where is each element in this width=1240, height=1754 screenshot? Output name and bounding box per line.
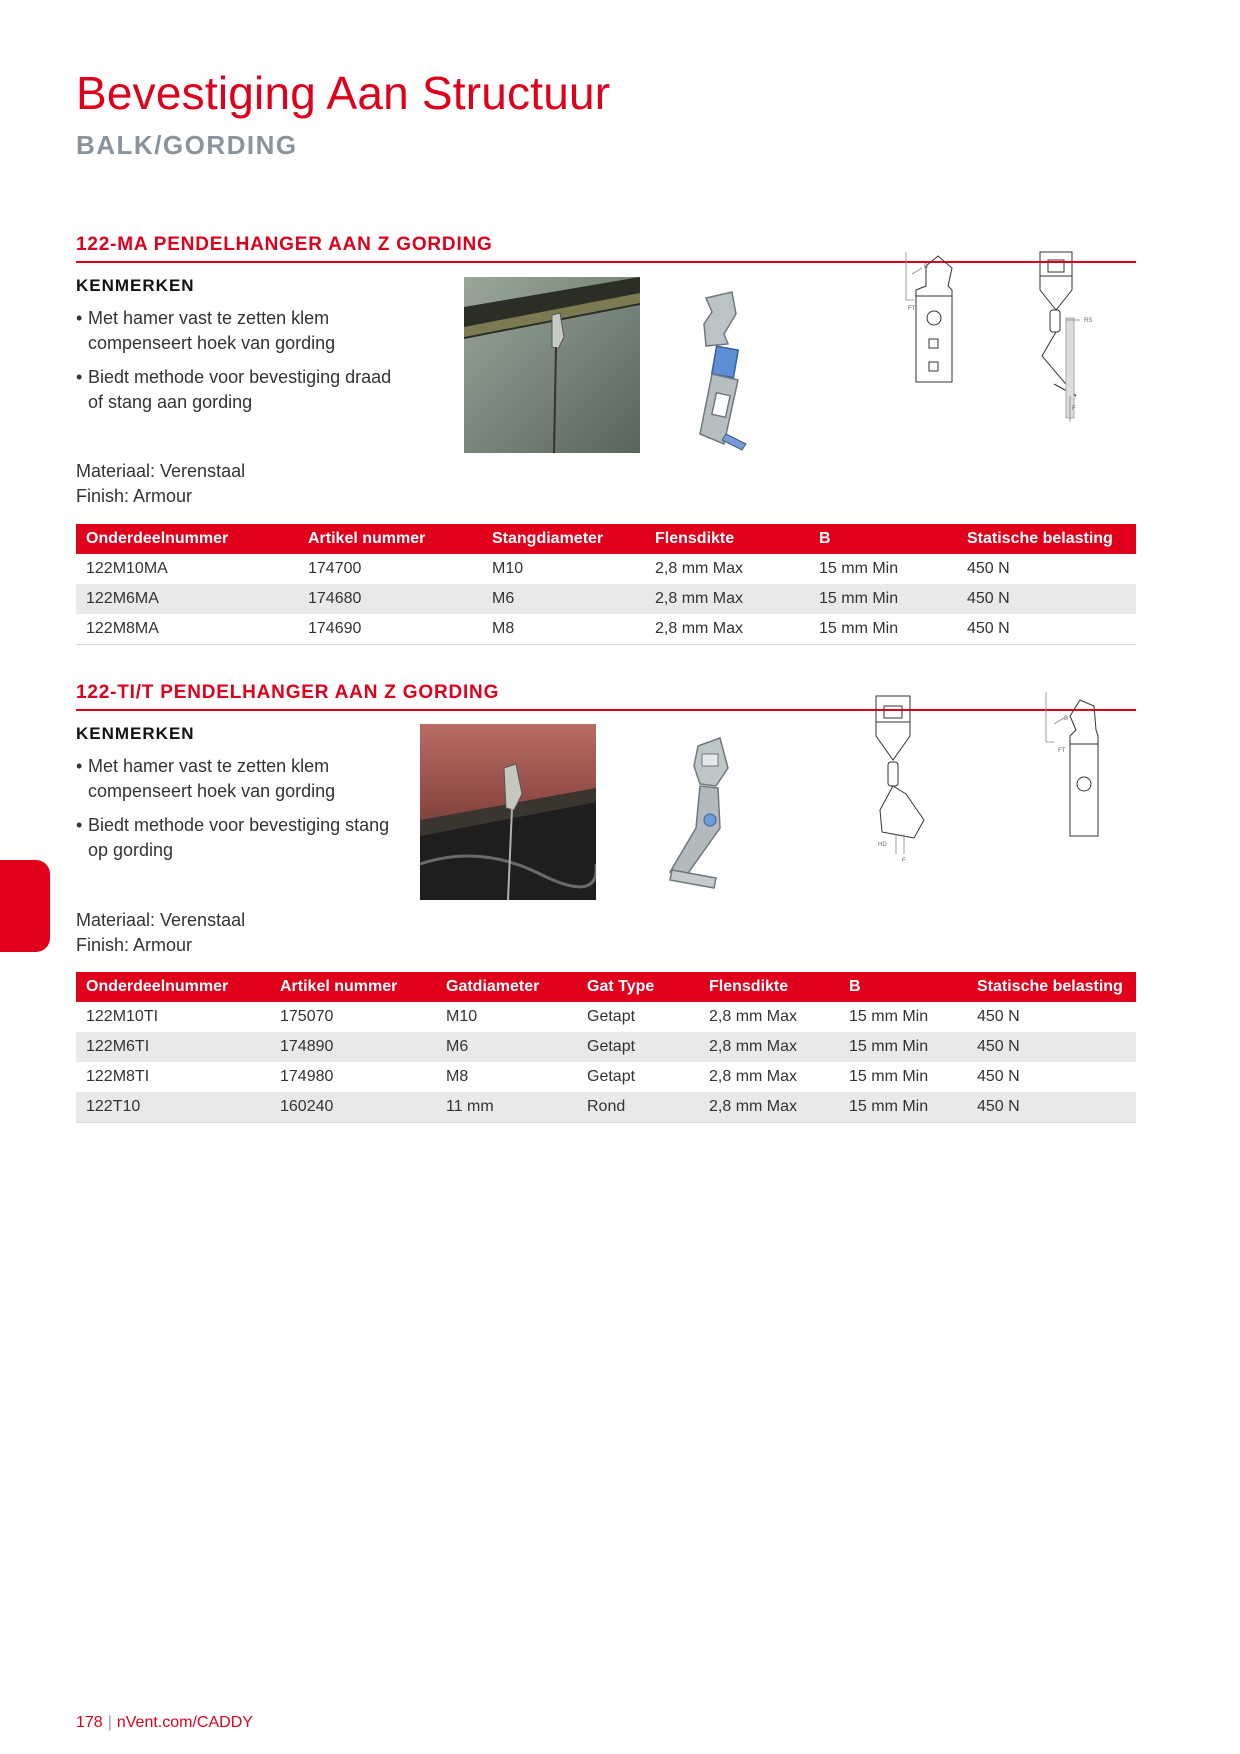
feature-list: [76, 754, 406, 863]
technical-drawing-front: [896, 246, 986, 416]
svg-text:HD: HD: [878, 842, 887, 848]
table-cell: 2,8 mm Max: [645, 614, 809, 645]
material-info: [76, 459, 245, 509]
table-cell: 122M10MA: [86, 560, 168, 577]
table-cell: 15 mm Min: [849, 1068, 929, 1085]
column-header: Artikel nummer: [270, 972, 436, 1002]
table-cell: 175070: [280, 1008, 334, 1025]
table-cell: M10: [492, 560, 524, 577]
column-header: Statische belasting: [967, 972, 1136, 1002]
product-image: [666, 284, 776, 454]
table-cell: 122M6TI: [76, 1032, 270, 1062]
page-number: 178: [76, 1714, 103, 1731]
feature-list: [76, 306, 406, 415]
table-cell: 450 N: [977, 1008, 1020, 1025]
table-cell: 15 mm Min: [849, 1008, 929, 1025]
table-cell: 450 N: [967, 560, 1010, 577]
table-cell: 174690: [298, 614, 482, 645]
table-cell: 174680: [298, 584, 482, 614]
feature-item: • Met hamer vast te zetten klem compenseert hoek van gording: [76, 308, 336, 353]
table-row: [76, 614, 1136, 645]
footer-site-link[interactable]: nVent.com/CADDY: [116, 1714, 253, 1731]
material-text: Materiaal: Verenstaal: [76, 910, 246, 930]
table-cell: M8: [446, 1068, 469, 1085]
technical-drawing-front: [1036, 690, 1136, 850]
table-cell: 450 N: [957, 584, 1136, 614]
table-header-row: [76, 524, 1136, 554]
spec-table-122-ti-t: [76, 972, 1136, 1123]
table-cell: M8: [482, 614, 645, 645]
table-cell: 122M8MA: [76, 614, 298, 645]
section-122-ti-t: [76, 682, 1136, 1115]
table-cell: Rond: [577, 1092, 699, 1123]
table-row: [76, 1062, 1136, 1092]
svg-text:FT: FT: [1058, 748, 1066, 754]
table-cell: 2,8 mm Max: [655, 560, 744, 577]
page-title: Bevestiging Aan Structuur: [76, 67, 611, 119]
table-cell: 160240: [270, 1092, 436, 1123]
section-title: 122-MA PENDELHANGER AAN Z GORDING: [76, 234, 1136, 263]
svg-text:B: B: [1064, 716, 1069, 722]
table-cell: Getapt: [587, 1068, 636, 1085]
table-cell: 15 mm Min: [839, 1032, 967, 1062]
material-text: Materiaal: Verenstaal: [76, 461, 246, 481]
table-cell: 450 N: [967, 1032, 1136, 1062]
table-cell: 122M8TI: [86, 1068, 150, 1085]
table-cell: 2,8 mm Max: [699, 1032, 839, 1062]
feature-item: • Biedt methode voor bevestiging stang op gording: [76, 815, 390, 860]
section-122-ma: [76, 234, 1136, 637]
table-cell: 450 N: [977, 1068, 1020, 1085]
material-info: [76, 908, 245, 958]
column-header: Gat Type: [577, 972, 699, 1002]
table-cell: 15 mm Min: [809, 614, 957, 645]
table-cell: 2,8 mm Max: [645, 584, 809, 614]
table-cell: M10: [446, 1008, 478, 1025]
svg-text:B: B: [924, 264, 929, 270]
svg-text:FT: FT: [908, 306, 916, 312]
page-subtitle: BALK/GORDING: [76, 130, 298, 160]
table-cell: Getapt: [577, 1032, 699, 1062]
table-cell: 174890: [270, 1032, 436, 1062]
features-heading: KENMERKEN: [76, 276, 195, 295]
finish-text: Finish: Armour: [76, 486, 193, 506]
product-photo-installed: [464, 277, 640, 453]
technical-drawing-side: [1026, 246, 1126, 426]
svg-text:F: F: [902, 858, 906, 864]
column-header: Flensdikte: [699, 972, 839, 1002]
product-image: [656, 732, 766, 902]
table-cell: 15 mm Min: [819, 560, 899, 577]
table-row: [76, 584, 1136, 614]
table-cell: 15 mm Min: [809, 584, 957, 614]
table-cell: 450 N: [957, 614, 1136, 645]
column-header: Flensdikte: [645, 524, 809, 554]
column-header: B: [809, 524, 957, 554]
table-cell: 174700: [308, 560, 362, 577]
table-header-row: [76, 972, 1136, 1002]
product-photo-installed: [420, 724, 596, 900]
footer-separator: |: [107, 1714, 112, 1731]
table-cell: Getapt: [587, 1008, 636, 1025]
column-header: Onderdeelnummer: [76, 524, 298, 554]
column-header: Gatdiameter: [436, 972, 577, 1002]
technical-drawing-side: [856, 690, 966, 870]
feature-item: • Biedt methode voor bevestiging draad of stang aan gording: [76, 367, 392, 412]
column-header: Artikel nummer: [298, 524, 482, 554]
table-cell: 122M10TI: [86, 1008, 159, 1025]
table-cell: M6: [482, 584, 645, 614]
side-chapter-tab: [0, 860, 50, 952]
table-cell: 2,8 mm Max: [709, 1068, 798, 1085]
column-header: Statische belasting: [957, 524, 1136, 554]
table-row: [76, 1092, 1136, 1123]
table-cell: 11 mm: [436, 1092, 577, 1123]
section-title: 122-TI/T PENDELHANGER AAN Z GORDING: [76, 682, 1136, 711]
table-cell: M6: [436, 1032, 577, 1062]
table-row: [76, 1002, 1136, 1032]
table-cell: 122M6MA: [76, 584, 298, 614]
page-footer: [76, 1714, 253, 1732]
column-header: B: [839, 972, 967, 1002]
table-cell: 174980: [280, 1068, 334, 1085]
svg-text:RS: RS: [1084, 318, 1093, 324]
table-row: [76, 554, 1136, 584]
spec-table-122-ma: [76, 524, 1136, 645]
svg-text:F: F: [1072, 406, 1076, 412]
column-header: Stangdiameter: [482, 524, 645, 554]
table-cell: 15 mm Min: [839, 1092, 967, 1123]
features-heading: KENMERKEN: [76, 724, 195, 743]
feature-item: • Met hamer vast te zetten klem compenseert hoek van gording: [76, 756, 336, 801]
table-cell: 122T10: [76, 1092, 270, 1123]
table-cell: 2,8 mm Max: [709, 1008, 798, 1025]
finish-text: Finish: Armour: [76, 935, 193, 955]
table-cell: 2,8 mm Max: [699, 1092, 839, 1123]
table-cell: 450 N: [967, 1092, 1136, 1123]
column-header: Onderdeelnummer: [76, 972, 270, 1002]
table-row: [76, 1032, 1136, 1062]
